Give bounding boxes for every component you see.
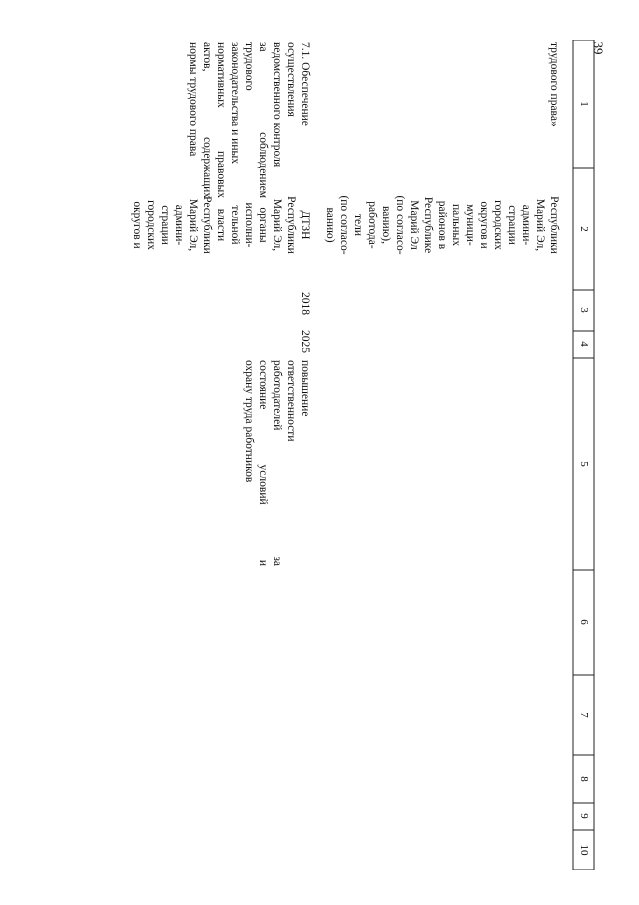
row2-col3-start-year: 2018: [299, 292, 311, 315]
table-page: [60, 40, 599, 870]
row2-col4-end-year: 2025: [299, 330, 311, 353]
column-number-6: 6: [578, 619, 590, 625]
row2-col5-result: повышение ответственности работодателей за состояние условий и охрану труда работников: [243, 360, 311, 566]
row2-col2: ДТЗН Республики Марий Эл, органы исполни- тельной власти Республики Марий Эл, админи- страции городских округов и: [131, 196, 311, 254]
column-number-8: 8: [578, 776, 590, 782]
column-number-9: 9: [578, 813, 590, 819]
page-number: 39: [591, 41, 606, 55]
column-number-1: 1: [578, 101, 590, 107]
row1-col2: Республики Марий Эл, админи- страции городских округов и муници- пальных районов в Республике Марий Эл (по согласо- ванию), работода- тели (по согласо- ванию): [324, 195, 560, 255]
row2-col1: 7.1. Обеспечение осуществления ведомственного контроля за соблюдением трудового законодательства и иных нормативных правовых актов, содержащих нормы трудового права: [187, 42, 311, 198]
column-number-2: 2: [578, 226, 590, 232]
column-number-3: 3: [578, 307, 590, 313]
column-number-10: 10: [578, 844, 590, 856]
column-number-7: 7: [578, 712, 590, 718]
column-number-4: 4: [578, 341, 590, 347]
column-number-5: 5: [578, 461, 590, 467]
row1-col1: трудового права»: [548, 42, 560, 127]
